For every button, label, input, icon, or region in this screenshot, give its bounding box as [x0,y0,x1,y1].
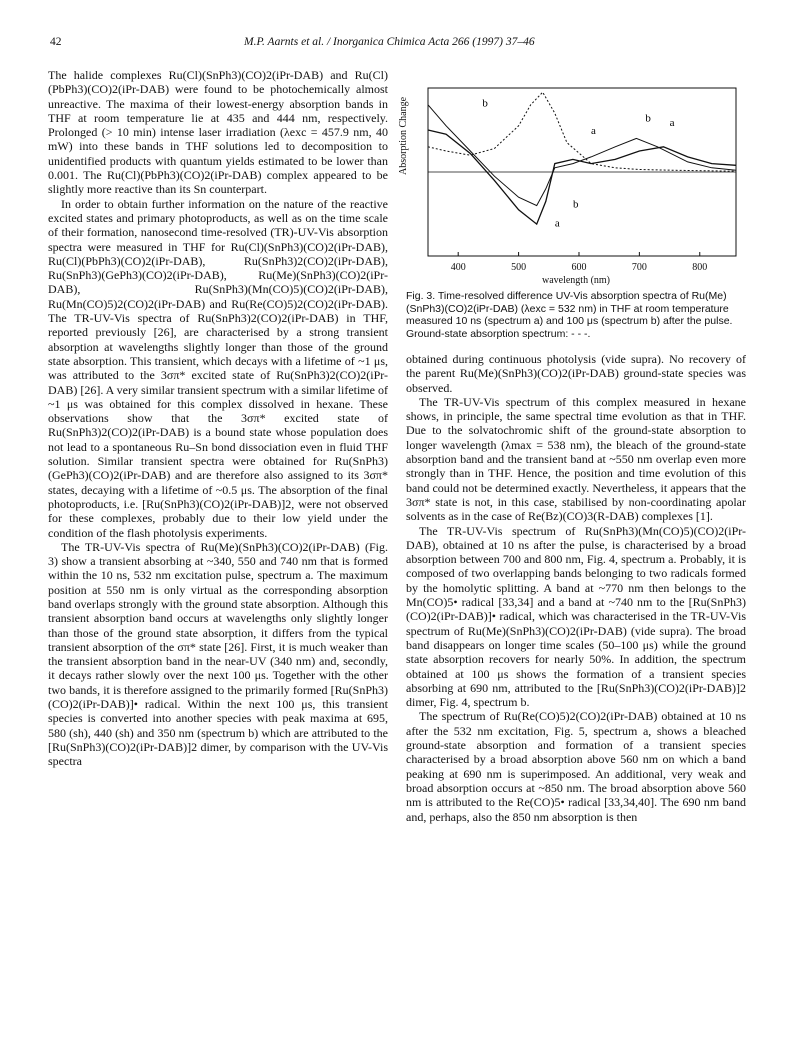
y-axis-label: Absorption Change [398,96,409,175]
figure-3 [406,82,746,272]
running-header: M.P. Aarnts et al. / Inorganica Chimica Acta 266 (1997) 37–46 [244,36,535,48]
paragraph: The halide complexes Ru(Cl)(SnPh3)(CO)2(iPr-DAB) and Ru(Cl)(PbPh3)(CO)2(iPr-DAB) were found to be photochemically almost unreactive. The maxima of their lowest-energy absorption bands in THF at room temperature lie at 435 and 444 nm, respectively. Prolonged (> 10 min) intense laser irradiation (λexc = 457.9 nm, 40 mW) into these bands in THF solutions led to decomposition to unidentified products with quantum yields estimated to be lower than 0.001. The Ru(Cl)(PbPh3)(CO)2(iPr-DAB) complex appeared to be slightly more reactive than its Sn counterpart. [48,68,388,197]
series-line-a [428,130,736,224]
curve-label: a [554,217,560,230]
x-tick-label: 500 [511,262,527,273]
paragraph: The spectrum of Ru(Re(CO)5)2(CO)2(iPr-DAB) obtained at 10 ns after the 532 nm excitation, Fig. 5, spectrum a, shows a bleached ground-state absorption and formation of a transient species characterised by a broad absorption above 560 nm on which a band peaking at 690 nm is superimposed. An additional, very weak and broad absorption occurs at ~850 nm. The broad absorption above 560 nm is attributed to the Re(CO)5• radical [33,34,40]. The 690 nm band and, perhaps, also the 850 nm absorption is then [406,709,746,824]
curve-label: b [645,112,651,125]
paragraph: obtained during continuous photolysis (vide supra). No recovery of the parent Ru(Me)(SnPh3)(CO)2(iPr-DAB) ground-state species was observed. [406,352,746,395]
x-tick-label: 700 [631,262,647,273]
x-axis-label: wavelength (nm) [541,275,611,286]
x-tick-label: 800 [692,262,708,273]
curve-label: a [591,125,596,138]
figure-caption: Fig. 3. Time-resolved difference UV-Vis absorption spectra of Ru(Me)(SnPh3)(CO)2(iPr-DAB) (λexc = 532 nm) in THF at room temperature measured 10 ns (spectrum a) and 100 μs (spectrum b) after the pulse. Ground-state absorption spectrum: - - -. [406,290,733,340]
left-column [48,68,388,769]
paragraph: In order to obtain further information on the nature of the reactive excited states and primary photoproducts, as well as on the time scale of their formation, nanosecond time-resolved (TR)-UV-Vis absorption spectra were measured in THF for Ru(Cl)(SnPh3)(CO)2(iPr-DAB), Ru(Cl)(PbPh3)(CO)2(iPr-DAB), Ru(SnPh3)2(CO)2(iPr-DAB), Ru(SnPh3)(GePh3)(CO)2(iPr-DAB), Ru(Me)(SnPh3)(CO)2(iPr-DAB), Ru(SnPh3)(Mn(CO)5)(CO)2(iPr-DAB), Ru(Mn(CO)5)2(CO)2(iPr-DAB) and Ru(Re(CO)5)2(CO)2(iPr-DAB). The TR-UV-Vis spectra of Ru(SnPh3)2(CO)2(iPr-DAB) in THF, reported previously [26], are characterised by a strong transient absorption at wavelengths slightly longer than those of the ground state absorption. This transient, which decays with a lifetime of ~1 μs, was attributed to the 3σπ* excited state of Ru(SnPh3)2(CO)2(iPr-DAB) [26]. A very similar transient spectrum with a similar lifetime of ~1 μs was obtained for this complex dissolved in hexane. These observations show that the 3σπ* excited state of Ru(SnPh3)2(CO)2(iPr-DAB) is a bound state whose population does not lead to a spontaneous Ru–Sn bond dissociation even in fluid THF solution. Similar transient spectra were obtained for Ru(SnPh3)(GePh3)(CO)2(iPr-DAB) and are therefore also assigned to its 3σπ* states, decaying with a lifetime of ~0.5 μs. The absorption of the final photoproducts, i.e. [Ru(SnPh3)(CO)2(iPr-DAB)]2, were not observed for these complexes, probably due to their low yield under the condition of the flash photolysis experiments. [48,196,388,540]
paragraph: The TR-UV-Vis spectrum of Ru(SnPh3)(Mn(CO)5)(CO)2(iPr-DAB), obtained at 10 ns after the pulse, is characterised by a broad absorption between 700 and 800 nm, Fig. 4, spectrum a. Probably, it is composed of two overlapping bands belonging to two radicals formed by the homolytic splitting. A band at ~770 nm then belongs to the Mn(CO)5• radical [33,34] and a band at ~740 nm to the [Ru(SnPh3)(CO)2(iPr-DAB)]• radical, which was characterised in the TR-UV-Vis spectrum of Ru(Me)(SnPh3)(CO)2(iPr-DAB) (vide supra). The broad band disappears on longer time scales (50–100 μs) while the ground state absorption recovers for nearly 50%. In addition, the spectrum obtained at 100 μs shows the formation of a transient species absorbing at 690 nm, attributed to the [Ru(SnPh3)(CO)2(iPr-DAB)]2 dimer, Fig. 4, spectrum b. [406,523,746,710]
curve-label: a [669,116,675,129]
right-column [406,352,746,824]
paragraph: The TR-UV-Vis spectrum of this complex measured in hexane shows, in principle, the same spectral time evolution as that in THF. Due to the solvatochromic shift of the ground-state absorption to longer wavelength (λmax = 538 nm), the bleach of the ground-state absorption band and the transient band at ~550 nm overlap even more strongly than in THF. Hence, the position and time evolution of this band could not be determined exactly. Nevertheless, it appears that the 3σπ* state is not, in this case, stabilised by non-coordinating apolar solvents as in the case of Re(Bz)(CO)3(R-DAB) complexes [1]. [406,394,746,524]
page-number: 42 [50,36,62,48]
spectra-chart [406,82,746,262]
series-line-ground-state [428,92,736,171]
x-tick-label: 400 [450,262,466,273]
curve-label: b [482,97,488,110]
paragraph: The TR-UV-Vis spectra of Ru(Me)(SnPh3)(CO)2(iPr-DAB) (Fig. 3) show a transient absorbing at ~340, 550 and 740 nm that is formed within the 10 ns, 532 nm excitation pulse, spectrum a. The maximum position at 550 nm is only virtual as the corresponding absorption band overlaps strongly with the ground state absorption. Although this transient absorption band occurs at wavelengths only slightly longer than those of the ground state absorption, it differs from the typical transient absorption of the σπ* state [26]. First, it is much weaker than the transient absorption band in the near-UV (340 nm) and, secondly, it decays rather slowly over the next 100 μs. Together with the other two bands, it is therefore assigned to the primarily formed [Ru(SnPh3)(CO)2(iPr-DAB)]• radical. Within the next 100 μs, this transient species is converted into another species with peak maxima at 695, 580 (sh), 440 (sh) and 350 nm (spectrum b) which are attributed to the [Ru(SnPh3)(CO)2(iPr-DAB)]2 dimer, by comparison with the UV-Vis spectra [48,539,388,769]
curve-label: b [572,198,579,211]
x-tick-labels [406,262,746,276]
x-tick-label: 600 [571,262,587,273]
series-line-b [428,105,736,206]
